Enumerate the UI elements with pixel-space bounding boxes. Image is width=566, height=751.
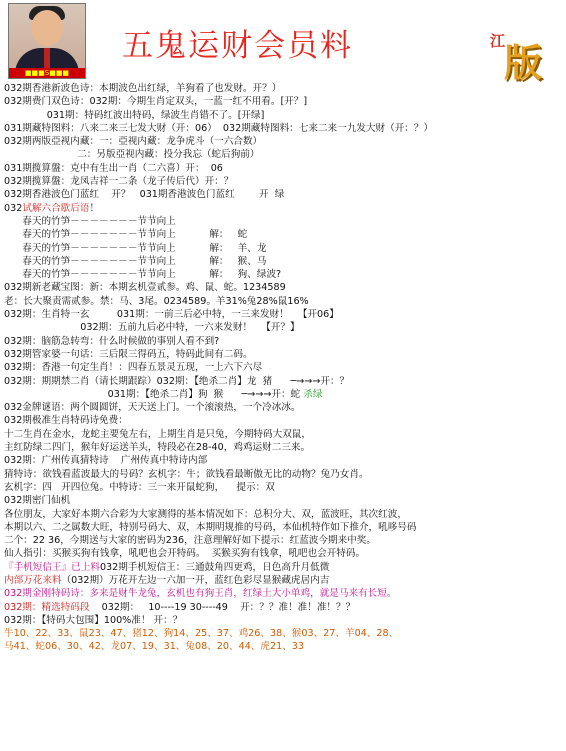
text-segment: 仙人指引：买猴买狗有钱拿，吼吧也会开特码。 买猴买狗有钱拿，吼吧也会开特码。 — [4, 548, 366, 560]
text-line-l36 — [4, 561, 564, 574]
text-line-l32 — [4, 508, 564, 521]
text-line-l1 — [4, 95, 564, 108]
text-line-l22 — [4, 375, 564, 388]
text-segment: 032期：生肖特一玄 031期：一前三后必中特，一三来发财！ 【开06】 — [4, 309, 339, 321]
text-segment: 032期手机短信王：三通鼓角四更鸡，日色高升月低微 — [99, 561, 330, 573]
text-line-l21 — [4, 361, 564, 374]
text-segment: 猜特诗：欲钱看蓝波最大的号码？玄机字：牛；欲钱看最断傲无比的动物？兔乃女肖。 — [4, 468, 369, 480]
text-line-l20 — [4, 348, 564, 361]
text-segment: 玄机字：四 开四位兔。中特诗：三一来开鼠蛇狗， 提示：双 — [4, 481, 275, 493]
text-line-l35 — [4, 547, 564, 560]
text-segment: 032 — [4, 202, 23, 214]
text-line-l0 — [4, 82, 564, 95]
text-segment: 二个：22 36，今期送与大家的密码为236，注意理解好如下提示：红蓝波今期来中奖。 — [4, 535, 376, 547]
text-line-l38 — [4, 587, 564, 600]
text-line-l40 — [4, 614, 564, 627]
text-segment: 春天的竹笋－－－－－－－节节向上 解： 羊、龙 — [4, 242, 267, 254]
member-photo — [8, 3, 86, 79]
version-logo — [490, 30, 550, 85]
text-segment: 032期：五前九后必中特，一六来发财！ 【开？】 — [4, 322, 300, 334]
text-segment: 春天的竹笋－－－－－－－节节向上 解： 蛇 — [4, 229, 248, 241]
text-line-l30 — [4, 481, 564, 494]
text-segment: 032期：脑筋急转弯：什么时候做的事别人看不到? — [4, 335, 220, 347]
version-label: 版 — [504, 40, 543, 85]
text-segment: 十二生肖在金水，龙蛇主要兔左右，上期生肖是只兔，今期特码大双鼠， — [4, 428, 311, 440]
text-line-l19 — [4, 335, 564, 348]
text-segment: 试解六合歇后语 — [22, 202, 90, 214]
text-line-l2 — [4, 109, 564, 122]
text-line-l7 — [4, 175, 564, 188]
text-line-l3 — [4, 122, 564, 135]
text-segment: 032期金刚特码诗：多来是财牛龙兔，玄机也有狗王肖，红绿土大小单鸡，就是马来有长短。 — [4, 588, 397, 600]
text-segment: 031期：特码红波出特码，绿波生肖错不了。[开绿] — [4, 109, 265, 121]
text-segment: 032期香港波色门蓝红 开？ 031期香港波色门蓝红 开 绿 — [4, 189, 285, 201]
text-segment: 032期： 10----19 30----49 开：？？准！准！准！？？ — [89, 601, 356, 613]
content-lines — [4, 82, 564, 654]
text-line-l11 — [4, 228, 564, 241]
text-segment: 春天的竹笋－－－－－－－节节向上 解： 狗、绿波? — [4, 269, 282, 281]
text-segment: 本期以六、二之属数大旺，特别号码大、双，本期明规推的号码，本仙机特作如下推介，吼哆号码 — [4, 521, 417, 533]
text-line-l4 — [4, 135, 564, 148]
text-segment: 内部万花来料 — [4, 574, 62, 586]
text-line-l23 — [4, 388, 564, 401]
text-segment: 主红防绿二四门，猴年好运送羊头，特段必在28-40，鸡鸡运财二三来。 — [4, 442, 311, 454]
photo-face — [31, 10, 63, 46]
text-segment: 二：另版亞视内藏：投分我忘（蛇后狗前） — [4, 149, 260, 161]
text-segment: （032期）万花开左边一六加一开，蓝红色彩尽显猴藏虎居内吉 — [61, 574, 330, 586]
text-segment: 032期新老藏宝图：新：本期玄机壹贰参。鸡、鼠、蛇。1234589 — [4, 282, 286, 294]
text-line-l9 — [4, 202, 564, 215]
text-segment: 031期：【绝杀二肖】狗 猴 ─→→→开：蛇 — [4, 388, 304, 400]
text-segment: 春天的竹笋－－－－－－－节节向上 — [4, 215, 176, 227]
text-line-l29 — [4, 468, 564, 481]
text-line-l28 — [4, 454, 564, 467]
text-line-l24 — [4, 401, 564, 414]
text-line-l8 — [4, 188, 564, 201]
text-line-l27 — [4, 441, 564, 454]
text-segment: 031期揽算盤：克中有生出一肖（二六喜）开： 06 — [4, 162, 223, 174]
text-line-l5 — [4, 148, 564, 161]
text-segment: 春天的竹笋－－－－－－－节节向上 解： 猴、马 — [4, 255, 267, 267]
text-line-l33 — [4, 521, 564, 534]
text-segment: 032期香港新波色诗：本期波色出红绿，羊狗看了也发财。开？） — [4, 83, 282, 94]
photo-caption: ■■■S■■■ — [9, 68, 85, 78]
page-header — [0, 0, 566, 85]
text-line-l14 — [4, 268, 564, 281]
text-line-l37 — [4, 574, 564, 587]
text-line-l25 — [4, 414, 564, 427]
text-segment: 032期揽算盤：龙凤吉祥一二条（龙子传后代）开：？ — [4, 176, 234, 188]
text-segment: 杀绿 — [303, 388, 323, 400]
text-segment: 马41、蛇06、30、42、龙07、19、31、兔08、20、44、虎21、33 — [4, 641, 304, 653]
text-line-l12 — [4, 242, 564, 255]
text-segment: 032期：精选特码段 — [4, 601, 90, 613]
text-segment: 032期：广州传真猜特诗 广州传真中特诗内部 — [4, 455, 208, 467]
text-segment: 032期管家婆一句话：三后限三得码五，特码此间有二码。 — [4, 348, 253, 360]
text-line-l34 — [4, 534, 564, 547]
text-segment: 032期：期期禁二肖（请长期跟踪）032期：【绝杀二肖】龙 猪 ─→→→开：？ — [4, 375, 350, 387]
text-line-l42 — [4, 640, 564, 653]
text-line-l41 — [4, 627, 564, 640]
text-segment: 032期极准生肖特码诗免费： — [4, 415, 128, 427]
text-line-l18 — [4, 321, 564, 334]
text-line-l15 — [4, 281, 564, 294]
text-segment: 032期费门双色诗：032期：今期生肖定双头，一蓝一红不用看。[开？] — [4, 96, 308, 108]
text-segment: 031期藏特图料：八来二来三七发大财（开：06） 032期藏特图料：七来二来一九发大财（开：？） — [4, 122, 434, 134]
text-line-l31 — [4, 494, 564, 507]
text-line-l39 — [4, 601, 564, 614]
text-line-l26 — [4, 428, 564, 441]
version-tag: 江 — [490, 32, 506, 50]
text-segment: 032期：【特码大包围】100%准！ 开：？ — [4, 614, 183, 626]
text-segment: 032期密门仙机 — [4, 495, 71, 507]
page-title: 五鬼运财会员料 — [122, 28, 353, 64]
text-line-l6 — [4, 162, 564, 175]
text-segment: 老：长大聚责需贰参。禁：马、3尾。0234589。羊31%兔28%鼠16% — [4, 295, 309, 307]
text-segment: 032金牌谜语：两个圆圆饼，天天送上门。一个滚滚热，一个冷冰冰。 — [4, 402, 301, 414]
text-segment: 牛10、22、33、鼠23、47、猪12、狗14、25、37、鸡26、38、猴03、27、羊04、28、 — [4, 628, 399, 640]
text-line-l13 — [4, 255, 564, 268]
text-segment: ！ — [89, 202, 100, 214]
text-segment: 各位朋友，大家好本期六合彩为大家测得的基本情况如下：总积分大、双，蓝波旺，其次红波， — [4, 508, 407, 520]
text-line-l10 — [4, 215, 564, 228]
text-segment: 032期两版亞视内藏：一：亞视内藏：龙争虎斗（一六合数） — [4, 136, 263, 148]
text-line-l16 — [4, 295, 564, 308]
text-segment: 『手机短信王』已上料 — [4, 561, 100, 573]
text-line-l17 — [4, 308, 564, 321]
text-segment: 032期：香港一句定生肖！：四春五景灵五现，一上六下六尽 — [4, 362, 263, 374]
